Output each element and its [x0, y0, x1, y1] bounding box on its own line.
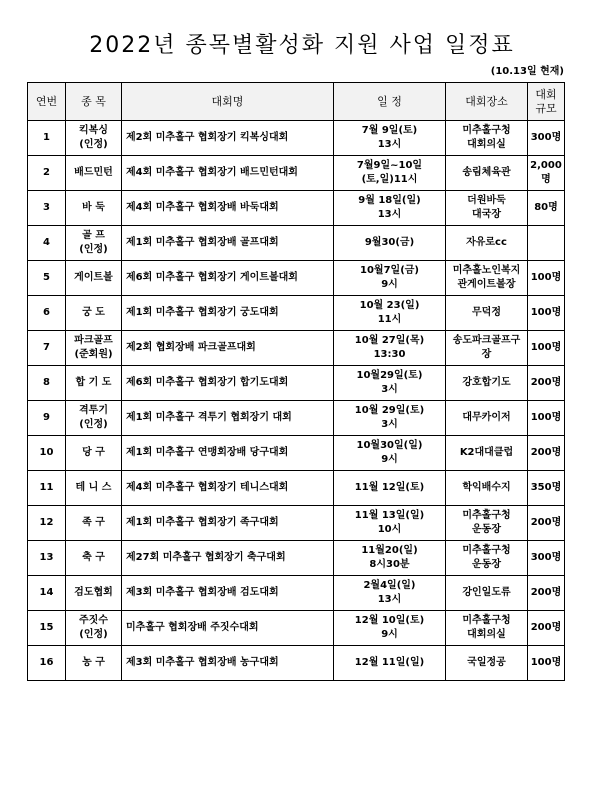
cell-venue-line: 관게이트볼장: [457, 279, 516, 290]
cell-sport: [66, 191, 122, 226]
cell-date: [334, 506, 446, 541]
table-row: [28, 576, 565, 611]
cell-date-line: 10월 23(일): [359, 300, 420, 311]
cell-scale-line: 300명: [530, 132, 562, 143]
table-row: [28, 471, 565, 506]
cell-date-line: 9시: [381, 629, 398, 640]
cell-sport-line: 주짓수: [79, 615, 108, 626]
cell-sport: [66, 401, 122, 436]
cell-venue: [446, 646, 528, 681]
cell-no: 3: [28, 191, 66, 226]
cell-date-line: 10시: [377, 524, 402, 535]
cell-date: [334, 226, 446, 261]
table-row: [28, 331, 565, 366]
cell-date: [334, 296, 446, 331]
cell-venue-line: 강인일도류: [462, 587, 511, 598]
cell-sport-line: 테 니 스: [75, 482, 112, 493]
cell-scale: [528, 156, 565, 191]
cell-event: 제4회 미추홀구 협회장배 바둑대회: [122, 191, 334, 226]
cell-date: [334, 121, 446, 156]
cell-date-line: 10월 29일(토): [354, 405, 425, 416]
cell-scale: [528, 331, 565, 366]
cell-date-line: 13:30: [373, 349, 406, 360]
cell-scale: [528, 506, 565, 541]
cell-sport-line: (인정): [79, 244, 108, 255]
table-row: [28, 121, 565, 156]
cell-sport-line: (준회원): [74, 349, 113, 360]
cell-no: 6: [28, 296, 66, 331]
cell-sport-line: 합 기 도: [75, 377, 112, 388]
cell-sport: [66, 611, 122, 646]
cell-date-line: 13시: [377, 139, 402, 150]
cell-scale: [528, 436, 565, 471]
cell-date: [334, 436, 446, 471]
document-title: 2022년 종목별활성화 지원 사업 일정표: [89, 33, 515, 58]
cell-scale-line: 300명: [530, 552, 562, 563]
cell-venue-line: 미추홀구청: [462, 615, 511, 626]
cell-scale: [528, 541, 565, 576]
cell-event: 제1회 미추홀구 격투기 협회장기 대회: [122, 401, 334, 436]
cell-sport-line: 당 구: [82, 447, 105, 458]
table-row: [28, 436, 565, 471]
cell-venue-line: 무덕정: [472, 307, 501, 318]
cell-sport-line: 농 구: [82, 657, 105, 668]
cell-sport-line: 킥복싱: [79, 125, 108, 136]
cell-venue-line: K2대대클럽: [459, 447, 514, 458]
cell-scale-line: 명: [541, 174, 551, 185]
cell-no: 7: [28, 331, 66, 366]
cell-no: 5: [28, 261, 66, 296]
cell-date: [334, 401, 446, 436]
cell-sport-line: 검도협회: [74, 587, 113, 598]
cell-venue: [446, 296, 528, 331]
cell-sport-line: (인정): [79, 139, 108, 150]
cell-date-line: 3시: [381, 419, 398, 430]
table-row: [28, 611, 565, 646]
cell-scale-line: 200명: [530, 587, 562, 598]
cell-event: 제6회 미추홀구 협회장기 게이트볼대회: [122, 261, 334, 296]
cell-venue-line: 대회의실: [467, 629, 506, 640]
cell-sport-line: 바 둑: [82, 202, 105, 213]
cell-date-line: 2월4일(일): [363, 580, 416, 591]
table-row: [28, 191, 565, 226]
cell-event: 제1회 미추홀구 연맹회장배 당구대회: [122, 436, 334, 471]
cell-venue-line: 미추홀구청: [462, 545, 511, 556]
cell-no: 8: [28, 366, 66, 401]
cell-date-line: 11시: [377, 314, 402, 325]
cell-no: 15: [28, 611, 66, 646]
cell-date-line: 10월29일(토): [356, 370, 423, 381]
cell-scale: [528, 226, 565, 261]
cell-sport: [66, 576, 122, 611]
cell-scale: [528, 576, 565, 611]
cell-venue: [446, 541, 528, 576]
cell-event: 제2회 협회장배 파크골프대회: [122, 331, 334, 366]
cell-sport-line: 배드민턴: [74, 167, 113, 178]
cell-no: 13: [28, 541, 66, 576]
cell-date-line: 9시: [381, 454, 398, 465]
cell-scale: [528, 296, 565, 331]
cell-date-line: 11월 12일(토): [354, 482, 425, 493]
cell-date: [334, 191, 446, 226]
cell-sport-line: 족 구: [82, 517, 105, 528]
cell-venue: [446, 261, 528, 296]
header-scale-line: 대회: [535, 87, 557, 101]
cell-date-line: 3시: [381, 384, 398, 395]
cell-venue: [446, 226, 528, 261]
cell-scale-line: 100명: [530, 412, 562, 423]
cell-date: [334, 576, 446, 611]
cell-scale-line: 200명: [530, 377, 562, 388]
cell-scale: [528, 366, 565, 401]
table-row: [28, 296, 565, 331]
cell-event: 제1회 미추홀구 협회장기 궁도대회: [122, 296, 334, 331]
cell-venue-line: 장: [481, 349, 492, 360]
cell-sport: [66, 541, 122, 576]
cell-date: [334, 471, 446, 506]
cell-venue-line: 미추홀구청: [462, 125, 511, 136]
cell-sport: [66, 646, 122, 681]
cell-venue-line: 대무카이저: [462, 412, 511, 423]
cell-scale-line: 200명: [530, 517, 562, 528]
cell-event: 제1회 미추홀구 협회장배 골프대회: [122, 226, 334, 261]
cell-date: [334, 541, 446, 576]
cell-venue: [446, 121, 528, 156]
cell-date-line: 13시: [377, 209, 402, 220]
cell-date: [334, 261, 446, 296]
table-row: [28, 156, 565, 191]
cell-venue-line: 자유로cc: [466, 237, 507, 248]
cell-scale-line: 100명: [530, 342, 562, 353]
cell-sport-line: 게이트볼: [74, 272, 113, 283]
cell-venue-line: 운동장: [472, 524, 501, 535]
table-row: [28, 261, 565, 296]
cell-event: 제6회 미추홀구 협회장기 합기도대회: [122, 366, 334, 401]
table-row: [28, 541, 565, 576]
cell-date-line: 12월 10일(토): [354, 615, 425, 626]
cell-venue: [446, 331, 528, 366]
schedule-body: [28, 121, 565, 681]
cell-date-line: 11월20(일): [361, 545, 418, 556]
cell-sport-line: (인정): [79, 629, 108, 640]
cell-venue: [446, 366, 528, 401]
table-row: [28, 506, 565, 541]
cell-no: 16: [28, 646, 66, 681]
cell-scale-line: 2,000: [530, 160, 562, 171]
header-venue: 대회장소: [446, 83, 528, 121]
cell-sport: [66, 156, 122, 191]
cell-scale: [528, 191, 565, 226]
table-row: [28, 646, 565, 681]
header-row: [28, 83, 565, 121]
cell-date: [334, 646, 446, 681]
header-scale: [528, 83, 565, 121]
cell-no: 11: [28, 471, 66, 506]
as-of-date: (10.13일 현재): [490, 66, 564, 77]
cell-event: 제3회 미추홀구 협회장배 검도대회: [122, 576, 334, 611]
cell-venue-line: 대국장: [472, 209, 501, 220]
table-row: [28, 226, 565, 261]
cell-event: 제2회 미추홀구 협회장기 킥복싱대회: [122, 121, 334, 156]
cell-venue: [446, 401, 528, 436]
cell-date-line: 11월 13일(일): [354, 510, 425, 521]
cell-sport: [66, 331, 122, 366]
cell-venue-line: 미추홀구청: [462, 510, 511, 521]
cell-no: 14: [28, 576, 66, 611]
cell-date-line: 13시: [377, 594, 402, 605]
cell-date-line: 9시: [381, 279, 398, 290]
cell-venue: [446, 576, 528, 611]
cell-venue: [446, 156, 528, 191]
cell-venue-line: 송도파크골프구: [452, 335, 521, 346]
cell-sport-line: (인정): [79, 419, 108, 430]
header-sport: 종 목: [66, 83, 122, 121]
cell-venue: [446, 506, 528, 541]
cell-scale-line: 100명: [530, 272, 562, 283]
cell-venue: [446, 436, 528, 471]
cell-sport: [66, 121, 122, 156]
cell-date-line: 7월 9일(토): [361, 125, 418, 136]
cell-venue: [446, 191, 528, 226]
cell-sport: [66, 226, 122, 261]
cell-event: 제1회 미추홀구 협회장기 족구대회: [122, 506, 334, 541]
cell-sport-line: 격투기: [79, 405, 108, 416]
cell-venue-line: 송림체육관: [462, 167, 511, 178]
cell-date-line: 9월 18일(일): [358, 195, 421, 206]
cell-date: [334, 611, 446, 646]
cell-date: [334, 366, 446, 401]
cell-sport: [66, 261, 122, 296]
cell-scale-line: 350명: [530, 482, 562, 493]
cell-scale-line: 100명: [530, 307, 562, 318]
cell-scale: [528, 121, 565, 156]
cell-sport: [66, 296, 122, 331]
cell-no: 1: [28, 121, 66, 156]
header-date: 일 정: [334, 83, 446, 121]
cell-no: 4: [28, 226, 66, 261]
cell-scale-line: 200명: [530, 622, 562, 633]
cell-scale: [528, 611, 565, 646]
cell-scale: [528, 401, 565, 436]
cell-date: [334, 156, 446, 191]
cell-date-line: 7월9일~10일: [356, 160, 423, 171]
cell-event: 미추홀구 협회장배 주짓수대회: [122, 611, 334, 646]
cell-sport: [66, 366, 122, 401]
header-no: 연번: [28, 83, 66, 121]
cell-scale: [528, 646, 565, 681]
header-scale-line: 규모: [535, 101, 557, 115]
cell-venue-line: 미추홀노인복지: [452, 265, 521, 276]
table-row: [28, 401, 565, 436]
cell-venue-line: 국일정공: [467, 657, 506, 668]
cell-sport-line: 축 구: [82, 552, 105, 563]
cell-sport-line: 골 프: [82, 230, 105, 241]
cell-date: [334, 331, 446, 366]
cell-scale-line: 100명: [530, 657, 562, 668]
cell-venue-line: 더원바둑: [467, 195, 506, 206]
cell-scale-line: 80명: [534, 202, 558, 213]
cell-scale: [528, 261, 565, 296]
cell-event: 제4회 미추홀구 협회장기 배드민턴대회: [122, 156, 334, 191]
cell-date-line: 8시30분: [369, 559, 410, 570]
cell-no: 2: [28, 156, 66, 191]
cell-sport: [66, 506, 122, 541]
cell-scale-line: 200명: [530, 447, 562, 458]
cell-no: 9: [28, 401, 66, 436]
cell-date-line: 10월 27일(목): [354, 335, 425, 346]
cell-date-line: (토,일)11시: [361, 174, 418, 185]
cell-date-line: 9월30(금): [364, 237, 415, 248]
table-row: [28, 366, 565, 401]
cell-event: 제4회 미추홀구 협회장기 테니스대회: [122, 471, 334, 506]
cell-date-line: 10월30일(일): [356, 440, 423, 451]
cell-date-line: 12월 11일(일): [354, 657, 425, 668]
header-event: 대회명: [122, 83, 334, 121]
cell-sport-line: 파크골프: [74, 335, 113, 346]
cell-date-line: 10월7일(금): [360, 265, 419, 276]
cell-no: 10: [28, 436, 66, 471]
schedule-table: [27, 82, 565, 681]
cell-sport-line: 궁 도: [82, 307, 105, 318]
cell-no: 12: [28, 506, 66, 541]
cell-sport: [66, 436, 122, 471]
cell-scale: [528, 471, 565, 506]
cell-venue-line: 대회의실: [467, 139, 506, 150]
cell-sport: [66, 471, 122, 506]
cell-venue-line: 학익배수지: [462, 482, 511, 493]
cell-venue-line: 강호합기도: [462, 377, 511, 388]
cell-event: 제27회 미추홀구 협회장기 축구대회: [122, 541, 334, 576]
cell-event: 제3회 미추홀구 협회장배 농구대회: [122, 646, 334, 681]
cell-venue: [446, 471, 528, 506]
cell-venue: [446, 611, 528, 646]
cell-venue-line: 운동장: [472, 559, 501, 570]
